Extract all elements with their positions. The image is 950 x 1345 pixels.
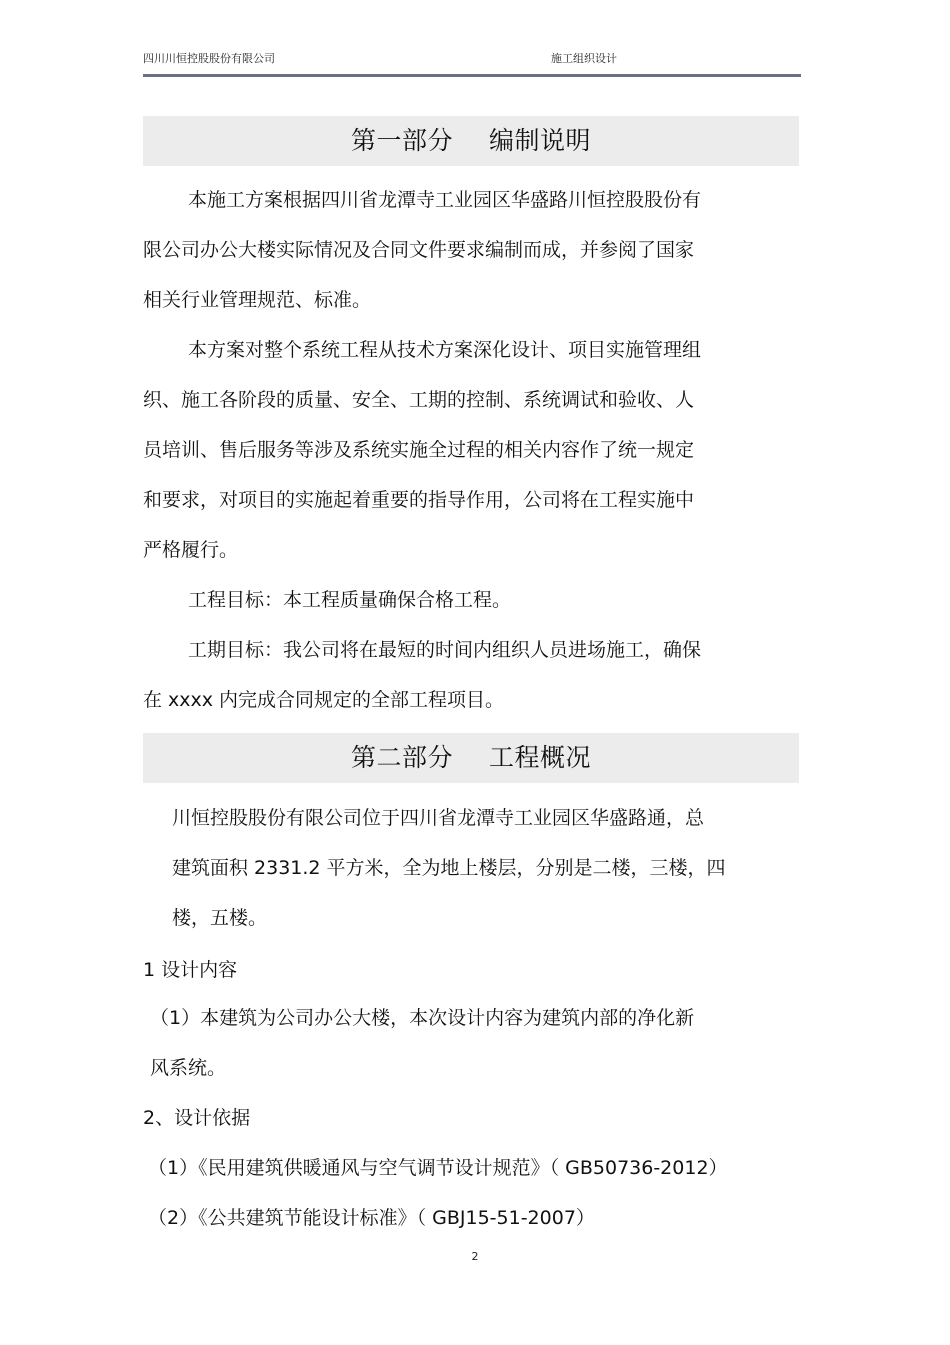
paragraph-line: 在 xxxx 内完成合同规定的全部工程项目。 xyxy=(143,689,505,711)
subheading-design-content: 1 设计内容 xyxy=(143,959,238,981)
paragraph-line: 工程目标：本工程质量确保合格工程。 xyxy=(188,589,512,611)
paragraph-line: 川恒控股股份有限公司位于四川省龙潭寺工业园区华盛路通，总 xyxy=(172,807,705,829)
paragraph-line: 本方案对整个系统工程从技术方案深化设计、项目实施管理组 xyxy=(188,339,702,361)
reference-item: （2）《公共建筑节能设计标准》（ GBJ15-51-2007） xyxy=(148,1207,595,1229)
section-heading-part2 xyxy=(143,733,799,783)
paragraph-line: 建筑面积 2331.2 平方米，全为地上楼层，分别是二楼，三楼，四 xyxy=(172,857,726,879)
header-doc-title: 施工组织设计 xyxy=(551,52,617,65)
section-heading-part1 xyxy=(143,116,799,166)
paragraph-line: 员培训、售后服务等涉及系统实施全过程的相关内容作了统一规定 xyxy=(143,439,695,461)
part2-number: 第二部分 xyxy=(350,743,453,772)
part1-number: 第一部分 xyxy=(350,126,453,155)
paragraph-line: 楼，五楼。 xyxy=(172,907,268,929)
paragraph-line: 和要求，对项目的实施起着重要的指导作用，公司将在工程实施中 xyxy=(143,489,695,511)
paragraph-line: 本施工方案根据四川省龙潭寺工业园区华盛路川恒控股股份有 xyxy=(188,189,702,211)
reference-item: （1）《民用建筑供暖通风与空气调节设计规范》（ GB50736-2012） xyxy=(148,1157,728,1179)
paragraph-line: 工期目标：我公司将在最短的时间内组织人员进场施工，确保 xyxy=(188,639,702,661)
paragraph-line: 风系统。 xyxy=(150,1057,227,1079)
part1-title: 编制说明 xyxy=(489,126,592,155)
page-number: 2 xyxy=(471,1250,479,1263)
paragraph-line: 严格履行。 xyxy=(143,539,239,561)
header-company: 四川川恒控股股份有限公司 xyxy=(143,52,275,65)
paragraph-line: 织、施工各阶段的质量、安全、工期的控制、系统调试和验收、人 xyxy=(143,389,695,411)
header-divider xyxy=(143,74,801,77)
paragraph-line: 限公司办公大楼实际情况及合同文件要求编制而成，并参阅了国家 xyxy=(143,239,695,261)
paragraph-line: 相关行业管理规范、标准。 xyxy=(143,289,372,311)
subheading-design-basis: 2、设计依据 xyxy=(143,1107,251,1129)
paragraph-line: （1）本建筑为公司办公大楼，本次设计内容为建筑内部的净化新 xyxy=(150,1007,695,1029)
part2-title: 工程概况 xyxy=(489,743,592,772)
